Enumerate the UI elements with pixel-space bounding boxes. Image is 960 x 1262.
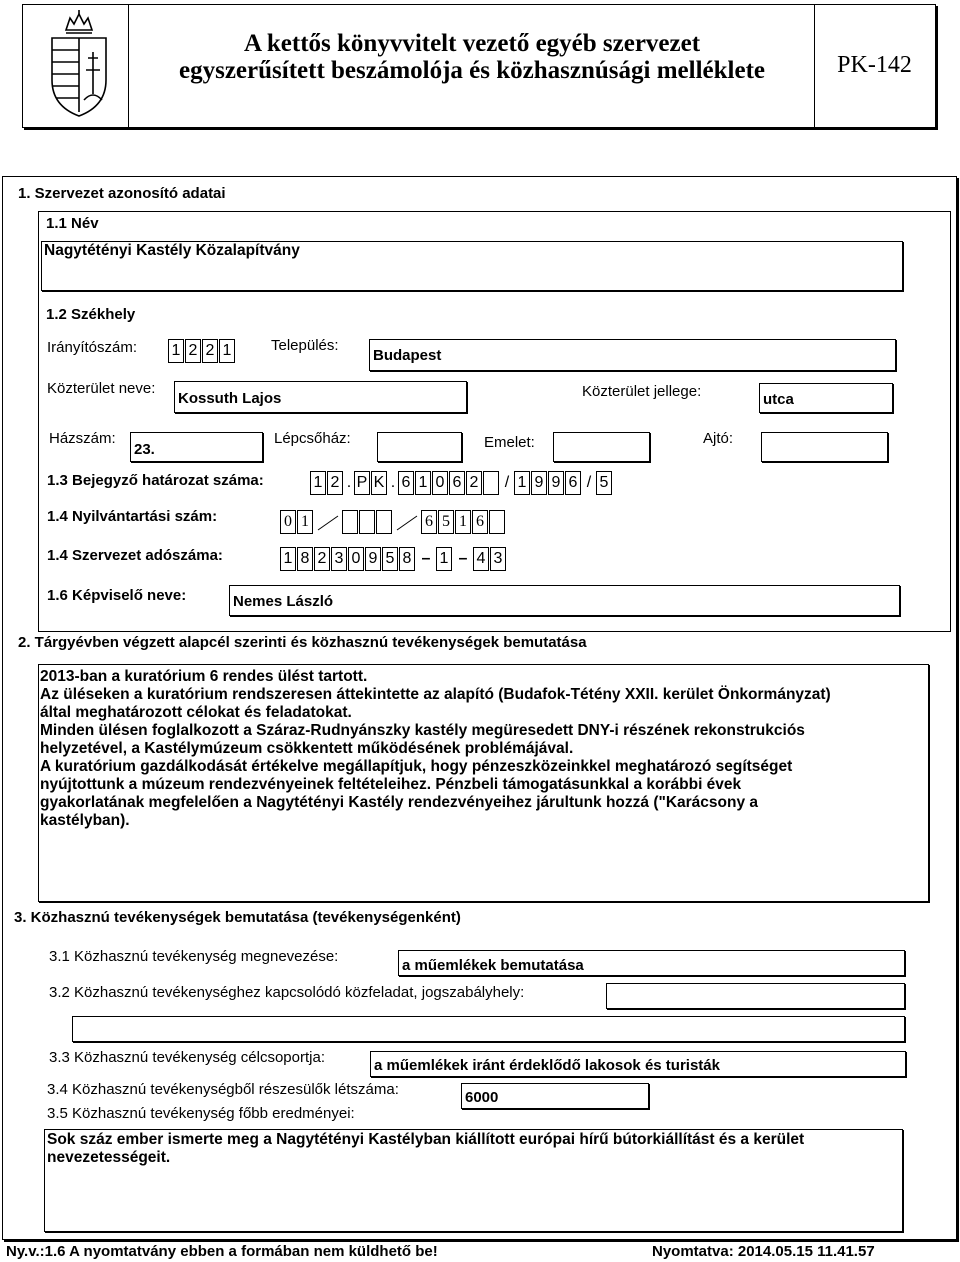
tax-label: 1.4 Szervezet adószáma: (47, 547, 223, 564)
name-label: 1.1 Név (46, 215, 99, 232)
digit-cell (359, 510, 375, 534)
slash-icon (314, 510, 342, 534)
street-value: Kossuth Lajos (178, 390, 282, 407)
digit-cell: 0 (348, 547, 364, 571)
text-line: kastélyban). (40, 812, 130, 829)
digit-cell: 9 (365, 547, 381, 571)
tax-dash-2: – (458, 550, 468, 567)
street-type-value: utca (763, 391, 794, 408)
digit-cell: 8 (297, 547, 313, 571)
digit-cell: 9 (548, 471, 564, 495)
digit-cell: 1 (168, 339, 184, 363)
digit-cell: 2 (327, 471, 343, 495)
digit-cell: 1 (415, 471, 431, 495)
digit-cell: 1 (436, 547, 452, 571)
floor-field[interactable] (553, 432, 650, 462)
text-line: helyzetével, a Kastélymúzeum csökkentett működésének problémájával. (40, 740, 574, 757)
text-line: 2013-ban a kuratórium 6 rendes ülést tartott. (40, 668, 368, 685)
text-line: nevezetességeit. (47, 1149, 171, 1166)
public-task-field-continued[interactable] (72, 1016, 905, 1042)
seat-label: 1.2 Székhely (46, 306, 136, 323)
digit-cell: 2 (202, 339, 218, 363)
form-title-line2: egyszerűsített beszámolója és közhasznúsági melléklete (179, 57, 765, 84)
regnum-field[interactable] (280, 510, 506, 534)
digit-cell: 3 (331, 547, 347, 571)
door-field[interactable] (761, 432, 888, 462)
floor-label: Emelet: (484, 434, 535, 451)
digit-cell (342, 510, 358, 534)
text-line: Sok száz ember ismerte meg a Nagytétényi Kastélyban kiállított európai hírű bútorkiállítást és a kerület (47, 1131, 805, 1148)
target-group-label: 3.3 Közhasznú tevékenység célcsoportja: (49, 1049, 325, 1066)
digit-cell: 0 (280, 510, 296, 534)
activity-name-label: 3.1 Közhasznú tevékenység megnevezése: (49, 948, 339, 965)
footer-note: Ny.v.:1.6 A nyomtatvány ebben a formában nem küldhető be! (6, 1243, 438, 1260)
door-label: Ajtó: (703, 430, 734, 447)
digit-cell: 6 (398, 471, 414, 495)
digit-cell (376, 510, 392, 534)
digit-cell (483, 471, 499, 495)
reg-slash-2: / (586, 474, 592, 491)
digit-cell: 2 (185, 339, 201, 363)
digit-cell: 6 (472, 510, 488, 534)
slash-icon (393, 510, 421, 534)
text-line: Minden ülésen foglalkozott a Száraz-Rudnyánszky kastély megüresedett DNY-i részének rekonstrukciós (40, 722, 805, 739)
digit-cell: 1 (310, 471, 326, 495)
reg-decision-label: 1.3 Bejegyző határozat száma: (47, 472, 264, 489)
digit-cell: 2 (466, 471, 482, 495)
stair-field[interactable] (377, 432, 462, 462)
regnum-label: 1.4 Nyilvántartási szám: (47, 508, 218, 525)
house-value: 23. (134, 441, 155, 458)
digit-cell: 6 (421, 510, 437, 534)
public-task-label: 3.2 Közhasznú tevékenységhez kapcsolódó közfeladat, jogszabályhely: (49, 984, 525, 1001)
digit-cell: 1 (514, 471, 530, 495)
digit-cell: 6 (565, 471, 581, 495)
tax-dash-1: – (421, 550, 431, 567)
zip-label: Irányítószám: (47, 339, 138, 356)
digit-cell: 5 (382, 547, 398, 571)
tax-number-field[interactable] (280, 547, 507, 571)
print-timestamp: Nyomtatva: 2014.05.15 11.41.57 (652, 1243, 875, 1260)
digit-cell: 8 (399, 547, 415, 571)
zip-field[interactable] (168, 339, 236, 363)
target-group-value: a műemlékek iránt érdeklődő lakosok és turisták (374, 1057, 720, 1074)
digit-cell: 1 (219, 339, 235, 363)
house-label: Házszám: (49, 430, 116, 447)
city-field[interactable] (369, 339, 896, 371)
digit-cell (489, 510, 505, 534)
text-line: gyakorlatának megfelelően a Nagytétényi Kastély rendezvényeihez járultunk hozzá ("Karácsony a (40, 794, 759, 811)
text-line: által meghatározott célokat és feladatokat. (40, 704, 352, 721)
results-label: 3.5 Közhasznú tevékenység főbb eredményei: (47, 1105, 355, 1122)
section1-heading: 1. Szervezet azonosító adatai (18, 185, 226, 202)
reg-slash-1: / (504, 474, 510, 491)
digit-cell: 1 (455, 510, 471, 534)
header-divider-left (128, 4, 129, 127)
digit-cell: 9 (531, 471, 547, 495)
text-line: Az üléseken a kuratórium rendszeresen áttekintette az alapító (Budafok-Tétény XXII. kerület Önkormányzat) (40, 686, 831, 703)
activities-text (40, 668, 831, 830)
section2-heading: 2. Tárgyévben végzett alapcél szerinti és közhasznú tevékenységek bemutatása (18, 634, 587, 651)
digit-cell: 2 (314, 547, 330, 571)
coat-of-arms-icon (44, 8, 114, 120)
street-label: Közterület neve: (47, 380, 156, 397)
digit-cell: 0 (432, 471, 448, 495)
digit-cell: P (354, 471, 370, 495)
name-value: Nagytétényi Kastély Közalapítvány (44, 242, 300, 259)
form-title (130, 30, 814, 84)
city-label: Település: (271, 337, 339, 354)
digit-cell: 1 (280, 547, 296, 571)
beneficiaries-value: 6000 (465, 1089, 499, 1106)
digit-cell: 5 (438, 510, 454, 534)
public-task-field[interactable] (606, 983, 905, 1009)
stair-label: Lépcsőház: (274, 430, 351, 447)
form-title-line1: A kettős könyvvitelt vezető egyéb szervezet (243, 30, 701, 57)
activity-name-value: a műemlékek bemutatása (402, 957, 584, 974)
digit-cell: 5 (596, 471, 612, 495)
digit-cell: K (371, 471, 387, 495)
beneficiaries-label: 3.4 Közhasznú tevékenységből részesülők létszáma: (47, 1081, 399, 1098)
rep-label: 1.6 Képviselő neve: (47, 587, 187, 604)
text-line: A kuratórium gazdálkodását értékelve megállapítjuk, hogy pénzeszközeinkkel meghatározó segítséget (40, 758, 793, 775)
digit-cell: 6 (449, 471, 465, 495)
text-line: nyújtottunk a múzeum rendezvényeinek feltételeihez. Pénzbeli támogatásunkkal a korábbi évek (40, 776, 742, 793)
form-code: PK-142 (837, 52, 912, 78)
digit-cell: 4 (473, 547, 489, 571)
city-value: Budapest (373, 347, 442, 364)
results-text (47, 1131, 804, 1167)
rep-value: Nemes László (233, 593, 334, 610)
digit-cell: 3 (490, 547, 506, 571)
street-type-label: Közterület jellege: (582, 383, 702, 400)
reg-decision-field[interactable] (310, 471, 613, 495)
reg-dot-1: . (346, 474, 352, 491)
digit-cell: 1 (297, 510, 313, 534)
section3-heading: 3. Közhasznú tevékenységek bemutatása (tevékenységenként) (14, 909, 461, 926)
reg-dot-2: . (390, 474, 396, 491)
